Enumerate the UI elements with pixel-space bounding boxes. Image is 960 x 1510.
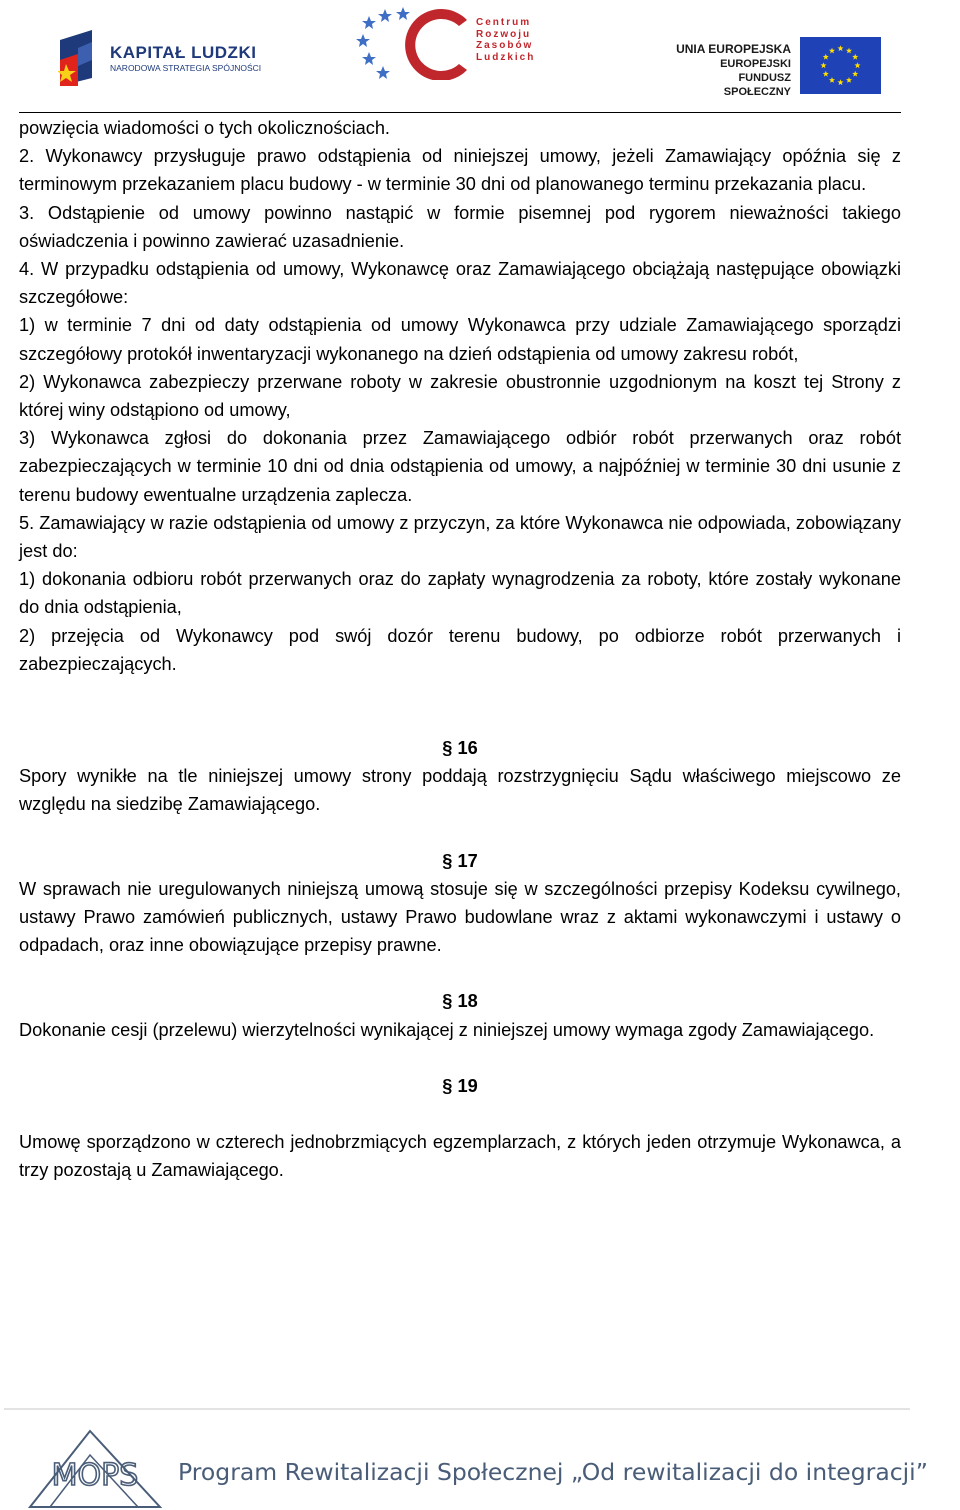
spacer — [19, 819, 901, 847]
spacer — [19, 1044, 901, 1072]
paragraph: 2) przejęcia od Wykonawcy pod swój dozór terenu budowy, po odbiorze robót przerwanych i zabezpieczających. — [19, 625, 901, 674]
kapital-ludzki-title: KAPITAŁ LUDZKI — [110, 43, 257, 62]
mops-logo-text: MOPS — [51, 1458, 139, 1493]
paragraph: 1) dokonania odbioru robót przerwanych oraz do zapłaty wynagrodzenia za roboty, które zostały wykonane do dnia odstąpienia, — [19, 569, 901, 618]
crl-line-2: Rozwoju — [476, 28, 532, 40]
paragraph: 2) Wykonawca zabezpieczy przerwane roboty w zakresie obustronnie uzgodnionym na koszt tej Strony z której winy odstąpiono od umowy, — [19, 371, 901, 421]
footer-divider — [4, 1408, 910, 1410]
crl-logo-icon — [355, 4, 475, 80]
mops-logo-icon — [26, 1427, 164, 1509]
paragraph: 5. Zamawiający w razie odstąpienia od umowy z przyczyn, za które Wykonawca nie odpowiada, zobowiązany jest do: — [19, 512, 901, 562]
section-16-text: Spory wynikłe na tle niniejszej umowy strony poddają rozstrzygnięciu Sądu właściwego miejscowo ze względu na siedzibę Zamawiającego. — [19, 766, 901, 815]
page-header — [0, 0, 960, 112]
kapital-ludzki-emblem-icon — [58, 30, 98, 86]
spacer — [19, 678, 901, 734]
section-19-text: Umowę sporządzono w czterech jednobrzmiących egzemplarzach, z których jeden otrzymuje Wykonawca, a trzy pozostają u Zamawiającego. — [19, 1132, 901, 1181]
paragraph: 1) w terminie 7 dni od daty odstąpienia od umowy Wykonawca przy udziale Zamawiającego sporządzi szczegółowy protokół inwentaryzacji wykonanego na dzień odstąpienia od umowy zakresu robót, — [19, 315, 901, 364]
crl-line-3: Zasobów — [476, 40, 534, 51]
ue-line-3: FUNDUSZ SPOŁECZNY — [723, 72, 791, 98]
section-number-16: § 16 — [442, 738, 478, 759]
paragraph: 2. Wykonawcy przysługuje prawo odstąpienia od niniejszej umowy, jeżeli Zamawiający opóźnia się z terminowym przekazaniem placu budowy - w terminie 30 dni od planowanego terminu przekazania placu. — [19, 146, 901, 195]
crl-line-4: Ludzkich — [476, 51, 536, 63]
paragraph: powzięcia wiadomości o tych okolicznościach. — [19, 118, 390, 138]
crl-logo-text — [476, 17, 535, 63]
spacer — [19, 959, 901, 987]
section-number-19: § 19 — [442, 1075, 478, 1096]
ue-logo-text — [676, 42, 791, 99]
paragraph: 3) Wykonawca zgłosi do dokonania przez Zamawiającego odbiór robót przerwanych oraz robót zabezpieczających w terminie 10 dni od dnia odstąpienia od umowy, a najpóźniej w terminie 30 dni usunie z terenu budowy ewentualne urządzenia zaplecza. — [19, 428, 901, 505]
paragraph: 3. Odstąpienie od umowy powinno nastąpić w formie pisemnej pod rygorem nieważności takiego oświadczenia i powinno zawierać uzasadnienie. — [19, 202, 901, 251]
kapital-ludzki-logo-text — [110, 44, 261, 74]
paragraph: 4. W przypadku odstąpienia od umowy, Wykonawcę oraz Zamawiającego obciążają następujące obowiązki szczegółowe: — [19, 259, 901, 308]
header-divider — [19, 112, 901, 113]
spacer — [19, 1100, 901, 1128]
section-number-17: § 17 — [442, 850, 478, 871]
kapital-ludzki-subtitle: NARODOWA STRATEGIA SPÓJNOŚCI — [110, 63, 262, 73]
ue-line-1: UNIA EUROPEJSKA — [676, 42, 791, 56]
document-body — [19, 114, 901, 1185]
program-title: Program Rewitalizacji Społecznej „Od rewitalizacji do integracji” — [178, 1458, 928, 1486]
section-18-text: Dokonanie cesji (przelewu) wierzytelności wynikającej z niniejszej umowy wymaga zgody Zamawiającego. — [19, 1019, 875, 1040]
section-number-18: § 18 — [442, 991, 478, 1012]
section-17-text: W sprawach nie uregulowanych niniejszą umową stosuje się w szczególności przepisy Kodeksu cywilnego, ustawy Prawo zamówień publicznych, ustawy Prawo budowlane wraz z aktami wykonawczymi i ustawy o odpadach, oraz inne obowiązujące przepisy prawne. — [19, 878, 901, 956]
eu-flag-icon — [800, 37, 881, 94]
crl-line-1: Centrum — [476, 17, 532, 28]
ue-line-2: EUROPEJSKI — [720, 58, 791, 70]
